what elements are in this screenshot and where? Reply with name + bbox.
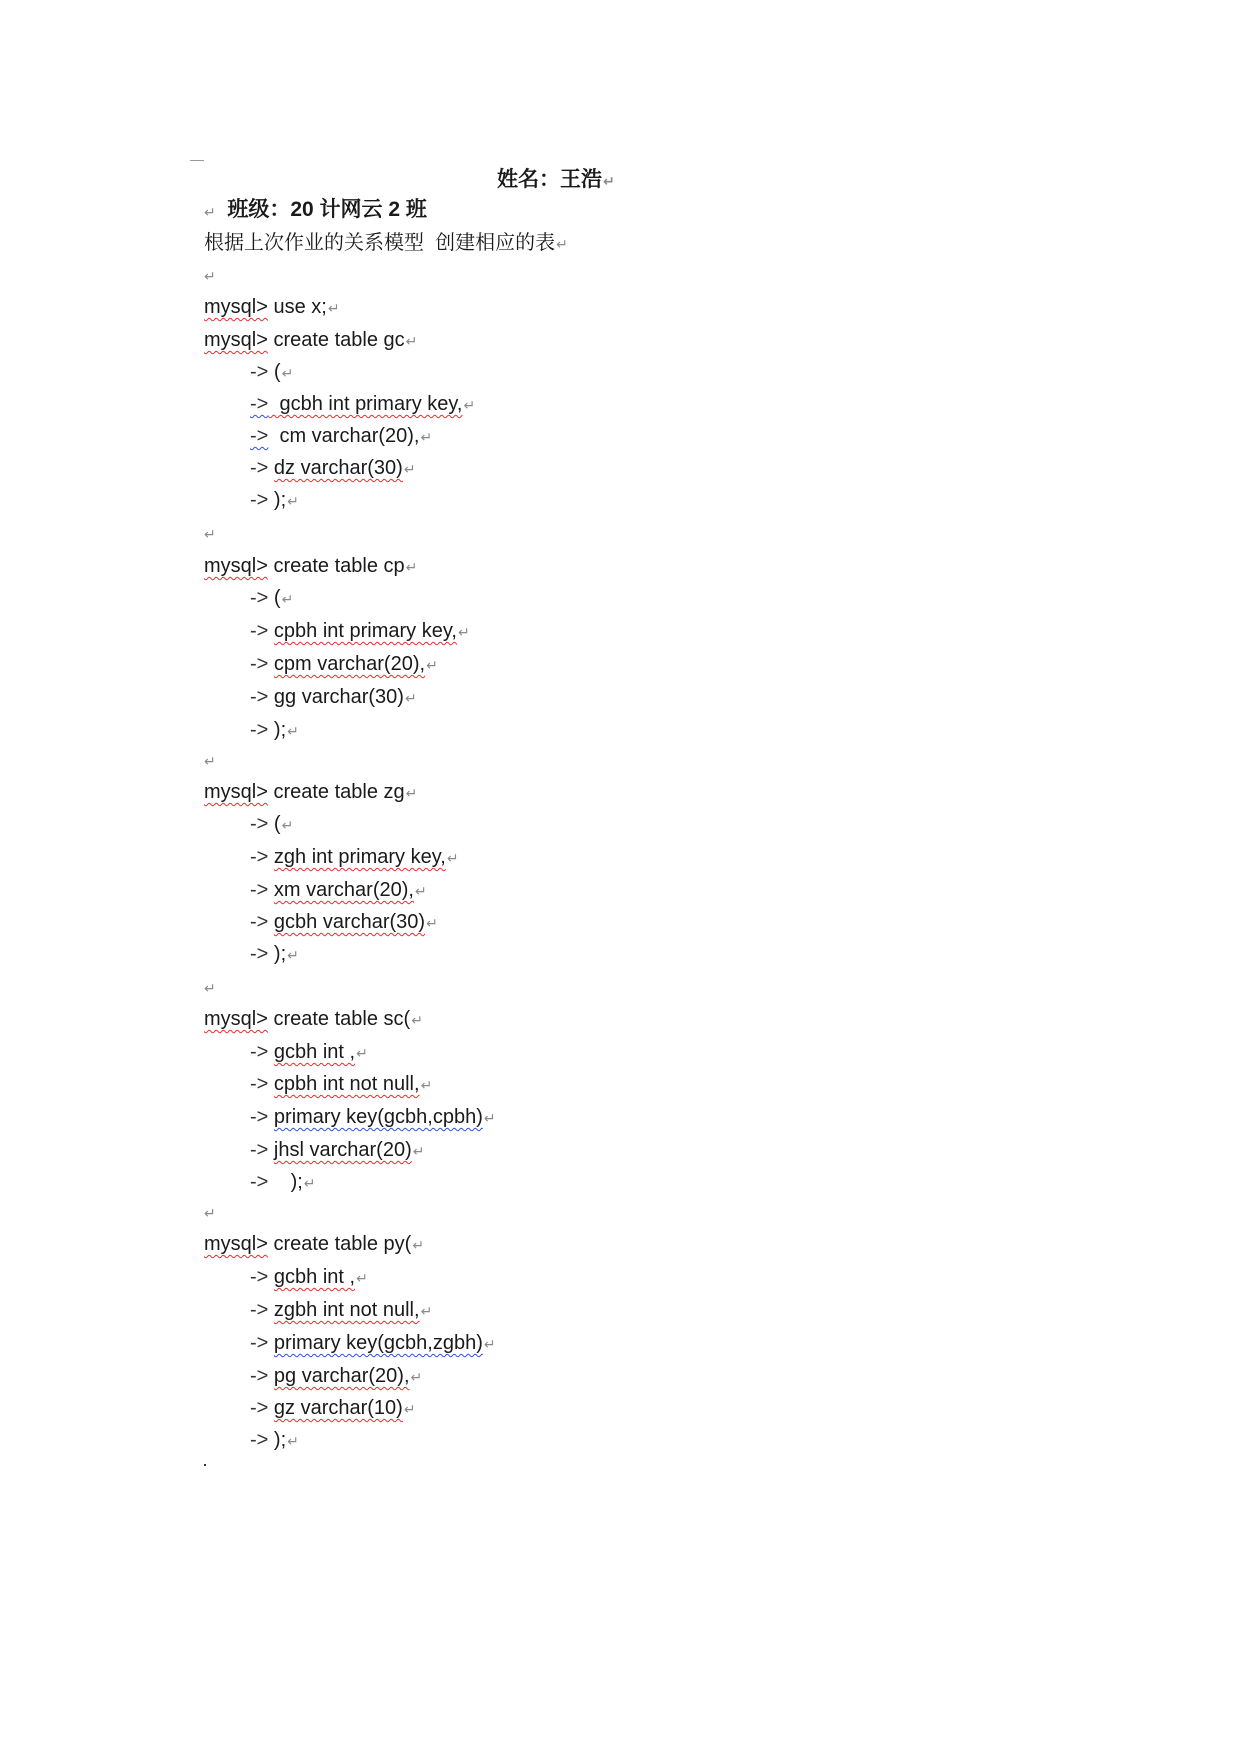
code-line-gc-4 [250,453,416,483]
code-text: ( [273,587,281,609]
code-line-sc-4 [250,1135,424,1165]
code-text: jhsl varchar(20) [273,1139,412,1161]
code-text: dz varchar(30) [273,457,403,479]
paragraph-mark-icon: ↵ [405,333,418,349]
paragraph-mark-icon: ↵ [463,397,476,413]
class-label: 班级：20 计网云 2 班 [227,198,427,221]
paragraph-mark-icon: ↵ [204,1205,216,1221]
code-text: gg varchar(30) [273,686,404,708]
code-text: create table py( [273,1233,412,1255]
paragraph-mark-icon: ↵ [281,817,294,833]
header-line [204,165,615,221]
code-line-use [204,292,340,322]
paragraph-mark-icon: ↵ [420,429,433,445]
code-text: use x; [273,296,327,318]
code-line-gc-5 [250,485,299,515]
arrow-prompt: -> [250,943,269,965]
paragraph-mark-icon: ↵ [287,947,299,963]
arrow-prompt: -> [250,1299,269,1321]
code-text: cpbh int not null, [273,1073,420,1095]
paragraph-mark-icon: ↵ [426,915,438,931]
code-line-cp-4 [250,682,417,712]
paragraph-mark-icon: ↵ [403,1401,416,1417]
code-line-zg-4 [250,907,438,937]
name-label-wrap [497,165,615,196]
arrow-prompt: -> [250,1365,269,1387]
paragraph-mark-icon: ↵ [356,1270,368,1286]
code-line-zg-3 [250,875,427,905]
code-text: zgh int primary key, [273,846,446,868]
code-line-zg-2 [250,842,459,872]
code-text: create table zg [273,781,405,803]
arrow-prompt: -> [250,686,269,708]
arrow-prompt: -> [250,1429,269,1451]
paragraph-mark-icon: ↵ [405,785,418,801]
paragraph-mark-icon: ↵ [287,1433,299,1449]
code-text: primary key(gcbh,cpbh) [273,1106,483,1128]
paragraph-mark-icon: ↵ [204,753,216,769]
empty-line [204,972,216,1002]
arrow-prompt: -> [250,1332,269,1354]
code-text: gcbh int , [273,1266,356,1288]
code-line-zg-1 [250,809,293,839]
code-text: xm varchar(20), [273,879,414,901]
paragraph-mark-icon: ↵ [457,624,470,640]
intro-text: 根据上次作业的关系模型 创建相应的表 [204,232,556,254]
arrow-prompt: -> [250,361,269,383]
code-text: primary key(gcbh,zgbh) [273,1332,483,1354]
code-line-cp-create [204,551,417,581]
arrow-prompt: -> [250,620,269,642]
code-line-py-5 [250,1393,416,1423]
paragraph-mark-icon: ↵ [204,204,216,220]
paragraph-mark-icon: ↵ [420,1077,433,1093]
mysql-prompt: mysql> [204,1233,268,1255]
arrow-prompt: -> [250,393,269,415]
paragraph-mark-icon: ↵ [410,1369,423,1385]
paragraph-mark-icon: ↵ [411,1012,423,1028]
code-line-zg-create [204,777,417,807]
paragraph-mark-icon: ↵ [426,657,438,673]
paragraph-mark-icon: ↵ [412,1143,425,1159]
code-text: gcbh varchar(30) [273,911,426,933]
code-line-sc-5 [250,1167,316,1197]
arrow-prompt: -> [250,1041,269,1063]
code-line-sc-1 [250,1037,368,1067]
arrow-prompt: -> [250,846,269,868]
mysql-prompt: mysql> [204,329,268,351]
paragraph-mark-icon: ↵ [287,493,299,509]
code-line-cp-5 [250,715,299,745]
code-line-py-1 [250,1262,368,1292]
code-line-gc-2 [250,389,475,419]
paragraph-mark-icon: ↵ [303,1175,316,1191]
margin-corner-mark [190,160,204,161]
code-text: cpm varchar(20), [273,653,426,675]
paragraph-mark-icon: ↵ [420,1303,433,1319]
arrow-prompt: -> [250,1397,269,1419]
paragraph-mark-icon: ↵ [412,1237,425,1253]
paragraph-mark-icon: ↵ [446,850,459,866]
code-text: ); [273,1171,303,1193]
paragraph-mark-icon: ↵ [204,980,216,996]
code-text: ( [273,361,281,383]
arrow-prompt: -> [250,1139,269,1161]
paragraph-mark-icon: ↵ [405,559,418,575]
code-line-gc-3 [250,421,432,451]
empty-line [204,745,216,775]
code-line-zg-5 [250,939,299,969]
code-line-sc-create [204,1004,423,1034]
arrow-prompt: -> [250,911,269,933]
code-line-gc-create [204,325,417,355]
code-line-gc-1 [250,357,293,387]
paragraph-mark-icon: ↵ [281,591,294,607]
code-text: gcbh int , [273,1041,356,1063]
arrow-prompt: -> [250,813,269,835]
intro-line [204,228,568,258]
code-line-sc-2 [250,1069,432,1099]
arrow-prompt: -> [250,653,269,675]
code-line-py-4 [250,1361,422,1391]
paragraph-mark-icon: ↵ [556,236,568,252]
code-text: ); [273,489,287,511]
code-line-cp-3 [250,649,438,679]
paragraph-mark-icon: ↵ [403,461,416,477]
paragraph-mark-icon: ↵ [204,526,216,542]
arrow-prompt: -> [250,457,269,479]
code-text: pg varchar(20), [273,1365,410,1387]
arrow-prompt: -> [250,1171,269,1193]
name-label: 姓名：王浩 [497,168,602,191]
code-text: gz varchar(10) [273,1397,403,1419]
code-line-py-2 [250,1295,432,1325]
code-text: ); [273,1429,287,1451]
paragraph-mark-icon: ↵ [414,883,427,899]
paragraph-mark-icon: ↵ [204,268,216,284]
code-text: create table sc( [273,1008,411,1030]
arrow-prompt: -> [250,719,269,741]
arrow-prompt: -> [250,1073,269,1095]
code-text: ); [273,943,287,965]
code-text: cm varchar(20), [268,425,420,447]
empty-line [204,196,216,226]
code-line-py-6 [250,1425,299,1455]
mysql-prompt: mysql> [204,1008,268,1030]
code-line-cp-2 [250,616,470,646]
code-line-py-create [204,1229,424,1259]
code-text: create table cp [273,555,405,577]
arrow-prompt: -> [250,489,269,511]
empty-line [204,518,216,548]
code-line-cp-1 [250,583,293,613]
mysql-prompt: mysql> [204,555,268,577]
code-text: zgbh int not null, [273,1299,420,1321]
arrow-prompt: -> [250,879,269,901]
arrow-prompt: -> [250,1106,269,1128]
paragraph-mark-icon: ↵ [327,300,340,316]
end-of-document-mark [204,1464,206,1466]
empty-line [204,260,216,290]
paragraph-mark-icon: ↵ [483,1110,496,1126]
mysql-prompt: mysql> [204,296,268,318]
code-line-sc-3 [250,1102,496,1132]
paragraph-mark-icon: ↵ [356,1045,368,1061]
mysql-prompt: mysql> [204,781,268,803]
paragraph-mark-icon: ↵ [287,723,299,739]
code-text: create table gc [273,329,405,351]
arrow-prompt: -> [250,425,269,447]
empty-line [204,1197,216,1227]
code-text: gcbh int primary key, [268,393,463,415]
code-text: cpbh int primary key, [273,620,457,642]
code-text: ( [273,813,281,835]
paragraph-mark-icon: ↵ [404,690,417,706]
paragraph-mark-icon: ↵ [483,1336,496,1352]
paragraph-mark-icon: ↵ [281,365,294,381]
arrow-prompt: -> [250,1266,269,1288]
arrow-prompt: -> [250,587,269,609]
paragraph-mark-icon: ↵ [603,173,615,189]
code-line-py-3 [250,1328,496,1358]
code-text: ); [273,719,287,741]
